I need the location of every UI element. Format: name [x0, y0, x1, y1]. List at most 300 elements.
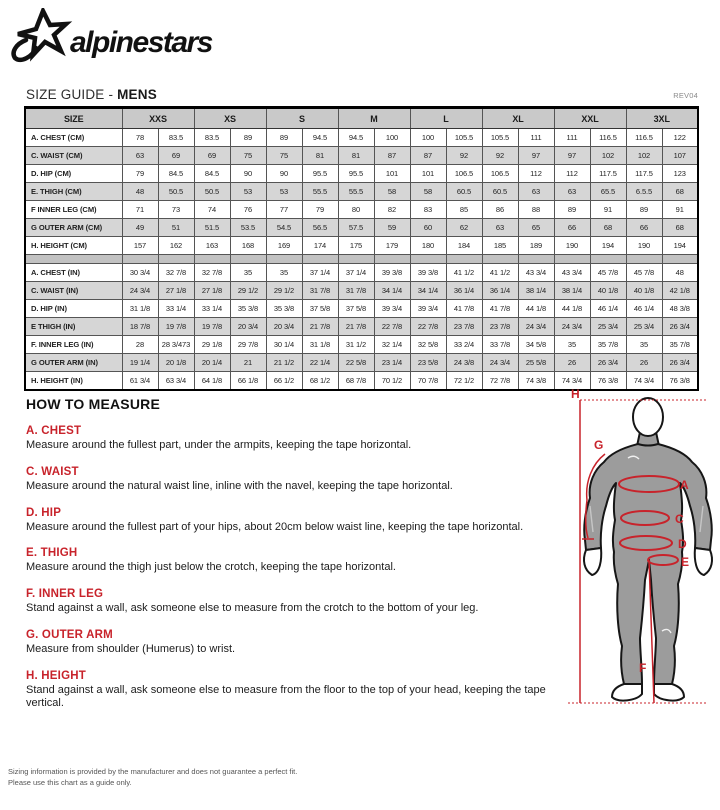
size-value-cell: 21 [230, 354, 266, 372]
size-value-cell: 116.5 [626, 129, 662, 147]
size-value-cell: 94.5 [338, 129, 374, 147]
table-row [25, 318, 698, 336]
table-row [25, 219, 698, 237]
size-value-cell: 21 1/2 [266, 354, 302, 372]
size-value-cell: 24 3/4 [482, 354, 518, 372]
size-value-cell: 39 3/8 [410, 264, 446, 282]
size-value-cell: 51.5 [194, 219, 230, 237]
size-value-cell: 46 1/4 [590, 300, 626, 318]
row-label: H. HEIGHT (IN) [25, 372, 122, 390]
measure-section-text: Stand against a wall, ask someone else to measure from the crotch to the bottom of your leg. [26, 602, 479, 614]
size-column-header-l: L [410, 108, 482, 129]
size-value-cell: 54.5 [266, 219, 302, 237]
measure-section-text: Measure around the fullest part of your hips, about 20cm below waist line, keeping the tape horizontal. [26, 520, 524, 533]
measure-section-text: Measure from shoulder (Humerus) to wrist. [26, 642, 236, 655]
table-row [25, 147, 698, 165]
size-value-cell: 95.5 [302, 165, 338, 183]
table-row [25, 183, 698, 201]
row-label: E. THIGH (CM) [25, 183, 122, 201]
size-value-cell: 116.5 [590, 129, 626, 147]
size-value-cell: 45 7/8 [590, 264, 626, 282]
size-value-cell: 72 1/2 [446, 372, 482, 390]
size-column-header-s: S [266, 108, 338, 129]
how-to-measure-title: HOW TO MEASURE [26, 396, 160, 412]
size-value-cell: 83 [410, 201, 446, 219]
size-value-cell: 26 3/4 [662, 318, 698, 336]
size-value-cell: 111 [518, 129, 554, 147]
size-value-cell: 90 [230, 165, 266, 183]
size-column-header-xl: XL [482, 108, 554, 129]
measure-section-heading: G. OUTER ARM [26, 628, 113, 641]
size-column-header-xxl: XXL [554, 108, 626, 129]
measure-section-heading: C. WAIST [26, 465, 79, 478]
size-value-cell: 122 [662, 129, 698, 147]
size-value-cell: 75 [230, 147, 266, 165]
size-value-cell: 22 5/8 [338, 354, 374, 372]
size-value-cell: 69 [194, 147, 230, 165]
size-value-cell: 55.5 [338, 183, 374, 201]
size-value-cell: 57.5 [338, 219, 374, 237]
size-value-cell: 36 1/4 [482, 282, 518, 300]
size-value-cell: 68 7/8 [338, 372, 374, 390]
size-value-cell: 81 [302, 147, 338, 165]
size-value-cell: 29 1/2 [230, 282, 266, 300]
size-value-cell: 68 1/2 [302, 372, 338, 390]
size-value-cell: 33 7/8 [482, 336, 518, 354]
size-value-cell: 76 [230, 201, 266, 219]
size-value-cell: 31 7/8 [338, 282, 374, 300]
size-value-cell: 39 3/4 [410, 300, 446, 318]
size-value-cell: 19 7/8 [158, 318, 194, 336]
size-value-cell: 101 [410, 165, 446, 183]
size-value-cell: 90 [266, 165, 302, 183]
size-value-cell: 35 [230, 264, 266, 282]
size-value-cell: 175 [338, 237, 374, 255]
brand-wordmark: alpinestars [70, 26, 212, 59]
size-value-cell: 31 1/8 [302, 336, 338, 354]
table-row [25, 237, 698, 255]
size-value-cell: 23 5/8 [410, 354, 446, 372]
size-value-cell: 84.5 [194, 165, 230, 183]
size-value-cell: 24 3/8 [446, 354, 482, 372]
size-value-cell: 42 1/8 [662, 282, 698, 300]
size-value-cell: 69 [158, 147, 194, 165]
size-value-cell: 79 [122, 165, 158, 183]
table-row [25, 372, 698, 390]
table-row [25, 300, 698, 318]
size-value-cell: 24 3/4 [518, 318, 554, 336]
size-value-cell: 37 5/8 [338, 300, 374, 318]
measure-section [26, 629, 558, 657]
size-value-cell: 48 3/8 [662, 300, 698, 318]
row-label: F INNER LEG (CM) [25, 201, 122, 219]
size-value-cell: 105.5 [482, 129, 518, 147]
size-value-cell: 66 [554, 219, 590, 237]
size-value-cell: 35 3/8 [230, 300, 266, 318]
size-value-cell: 24 3/4 [554, 318, 590, 336]
size-value-cell: 102 [590, 147, 626, 165]
size-value-cell: 26 [554, 354, 590, 372]
row-label: E THIGH (IN) [25, 318, 122, 336]
row-label: C. WAIST (CM) [25, 147, 122, 165]
figure-label-e: E [681, 555, 690, 569]
size-value-cell: 63 3/4 [158, 372, 194, 390]
size-value-cell: 85 [446, 201, 482, 219]
size-value-cell: 33 1/4 [158, 300, 194, 318]
size-value-cell: 168 [230, 237, 266, 255]
size-value-cell: 31 7/8 [302, 282, 338, 300]
size-value-cell: 35 3/8 [266, 300, 302, 318]
size-value-cell: 45 7/8 [626, 264, 662, 282]
size-value-cell: 71 [122, 201, 158, 219]
size-value-cell: 97 [518, 147, 554, 165]
row-label: D. HIP (IN) [25, 300, 122, 318]
measure-section [26, 507, 558, 535]
size-value-cell: 92 [482, 147, 518, 165]
row-label: A. CHEST (IN) [25, 264, 122, 282]
size-value-cell: 84.5 [158, 165, 194, 183]
size-value-cell: 19 1/4 [122, 354, 158, 372]
measure-section-text: Stand against a wall, ask someone else to measure from the floor to the top of your head, keeping the tape vertical. [26, 683, 546, 710]
size-value-cell: 29 1/2 [266, 282, 302, 300]
size-value-cell: 112 [518, 165, 554, 183]
size-value-cell: 32 5/8 [410, 336, 446, 354]
size-value-cell: 185 [482, 237, 518, 255]
size-value-cell: 25 3/4 [626, 318, 662, 336]
size-value-cell: 65.5 [590, 183, 626, 201]
size-value-cell: 38 1/4 [518, 282, 554, 300]
size-value-cell: 21 7/8 [338, 318, 374, 336]
size-value-cell: 41 7/8 [446, 300, 482, 318]
size-value-cell: 111 [554, 129, 590, 147]
table-row [25, 336, 698, 354]
size-value-cell: 49 [122, 219, 158, 237]
size-value-cell: 100 [410, 129, 446, 147]
size-value-cell: 35 [266, 264, 302, 282]
page-title: SIZE GUIDE - [26, 87, 118, 102]
size-value-cell: 35 [626, 336, 662, 354]
size-value-cell: 80 [338, 201, 374, 219]
how-to-measure [26, 396, 558, 711]
size-value-cell: 39 3/4 [374, 300, 410, 318]
size-column-header-xxs: XXS [122, 108, 194, 129]
size-value-cell: 20 3/4 [266, 318, 302, 336]
size-value-cell: 63 [122, 147, 158, 165]
size-value-cell: 63 [518, 183, 554, 201]
measure-section [26, 670, 558, 712]
size-value-cell: 20 1/8 [158, 354, 194, 372]
table-row [25, 282, 698, 300]
size-value-cell: 162 [158, 237, 194, 255]
measure-section-text: Measure around the thigh just below the crotch, keeping the tape horizontal. [26, 561, 396, 574]
size-value-cell: 40 1/8 [590, 282, 626, 300]
footer-line-1: Sizing information is provided by the manufacturer and does not guarantee a perfect fit. [8, 767, 298, 776]
size-value-cell: 50.5 [194, 183, 230, 201]
size-value-cell: 87 [410, 147, 446, 165]
size-value-cell: 70 1/2 [374, 372, 410, 390]
row-label: C. WAIST (IN) [25, 282, 122, 300]
size-value-cell: 26 3/4 [662, 354, 698, 372]
size-table [24, 106, 699, 391]
size-value-cell: 22 7/8 [410, 318, 446, 336]
size-value-cell: 106.5 [482, 165, 518, 183]
row-label: G OUTER ARM (CM) [25, 219, 122, 237]
size-value-cell: 184 [446, 237, 482, 255]
size-value-cell: 38 1/4 [554, 282, 590, 300]
size-value-cell: 88 [518, 201, 554, 219]
size-value-cell: 48 [662, 264, 698, 282]
size-value-cell: 68 [662, 183, 698, 201]
size-value-cell: 53 [266, 183, 302, 201]
size-value-cell: 83.5 [158, 129, 194, 147]
size-value-cell: 41 1/2 [446, 264, 482, 282]
size-value-cell: 55.5 [302, 183, 338, 201]
size-value-cell: 66 1/2 [266, 372, 302, 390]
size-value-cell: 62 [446, 219, 482, 237]
size-value-cell: 68 [662, 219, 698, 237]
size-value-cell: 157 [122, 237, 158, 255]
size-value-cell: 169 [266, 237, 302, 255]
row-label: H. HEIGHT (CM) [25, 237, 122, 255]
table-row [25, 129, 698, 147]
size-value-cell: 91 [662, 201, 698, 219]
size-column-header-3xl: 3XL [626, 108, 698, 129]
size-value-cell: 26 3/4 [590, 354, 626, 372]
size-value-cell: 65 [518, 219, 554, 237]
size-value-cell: 112 [554, 165, 590, 183]
size-value-cell: 36 1/4 [446, 282, 482, 300]
size-value-cell: 64 1/8 [194, 372, 230, 390]
size-value-cell: 51 [158, 219, 194, 237]
size-value-cell: 74 [194, 201, 230, 219]
measure-section [26, 466, 558, 494]
brand-logo [10, 8, 212, 64]
size-value-cell: 43 3/4 [518, 264, 554, 282]
figure-label-c: C [675, 512, 684, 526]
footer-disclaimer [8, 766, 297, 789]
size-value-cell: 33 2/4 [446, 336, 482, 354]
size-value-cell: 25 5/8 [518, 354, 554, 372]
size-value-cell: 179 [374, 237, 410, 255]
figure-label-f: F [639, 661, 647, 675]
how-to-measure-sections [26, 425, 558, 711]
size-value-cell: 34 1/4 [410, 282, 446, 300]
size-value-cell: 66 [626, 219, 662, 237]
size-value-cell: 87 [374, 147, 410, 165]
size-value-cell: 60 [410, 219, 446, 237]
footer-line-2: Please use this chart as a guide only. [8, 778, 132, 788]
size-value-cell: 100 [374, 129, 410, 147]
size-value-cell: 29 1/8 [194, 336, 230, 354]
size-value-cell: 34 1/4 [374, 282, 410, 300]
size-value-cell: 74 3/8 [518, 372, 554, 390]
measure-section [26, 547, 558, 575]
size-value-cell: 89 [554, 201, 590, 219]
size-value-cell: 74 3/4 [626, 372, 662, 390]
size-value-cell: 194 [590, 237, 626, 255]
measure-section-heading: F. INNER LEG [26, 588, 104, 600]
size-value-cell: 101 [374, 165, 410, 183]
size-value-cell: 32 1/4 [374, 336, 410, 354]
size-value-cell: 39 3/8 [374, 264, 410, 282]
size-value-cell: 78 [122, 129, 158, 147]
size-value-cell: 58 [374, 183, 410, 201]
size-value-cell: 23 7/8 [482, 318, 518, 336]
size-value-cell: 59 [374, 219, 410, 237]
size-value-cell: 28 [122, 336, 158, 354]
size-value-cell: 82 [374, 201, 410, 219]
size-value-cell: 117.5 [590, 165, 626, 183]
measure-section-text: Measure around the natural waist line, inline with the navel, keeping the tape horizontal. [26, 479, 453, 492]
size-value-cell: 46 1/4 [626, 300, 662, 318]
size-header-cell: SIZE [25, 108, 122, 129]
size-value-cell: 26 [626, 354, 662, 372]
size-value-cell: 35 7/8 [590, 336, 626, 354]
table-row [25, 201, 698, 219]
alpinestars-star-icon [10, 8, 76, 64]
row-label: F. INNER LEG (IN) [25, 336, 122, 354]
size-value-cell: 44 1/8 [554, 300, 590, 318]
size-value-cell: 23 1/4 [374, 354, 410, 372]
size-value-cell: 48 [122, 183, 158, 201]
size-value-cell: 58 [410, 183, 446, 201]
measure-section [26, 588, 558, 616]
size-value-cell: 41 7/8 [482, 300, 518, 318]
size-value-cell: 89 [266, 129, 302, 147]
measure-section-text: Measure around the fullest part, under the armpits, keeping the tape horizontal. [26, 439, 412, 451]
figure-label-d: D [678, 537, 687, 551]
size-value-cell: 174 [302, 237, 338, 255]
figure-label-h: H [571, 388, 580, 401]
size-value-cell: 20 1/4 [194, 354, 230, 372]
size-value-cell: 189 [518, 237, 554, 255]
row-label: A. CHEST (CM) [25, 129, 122, 147]
size-value-cell: 74 3/4 [554, 372, 590, 390]
size-value-cell: 32 7/8 [194, 264, 230, 282]
size-value-cell: 53.5 [230, 219, 266, 237]
page-title-gender: MENS [117, 87, 157, 102]
size-table-container [24, 106, 698, 391]
size-value-cell: 79 [302, 201, 338, 219]
size-value-cell: 163 [194, 237, 230, 255]
size-value-cell: 28 3/473 [158, 336, 194, 354]
size-value-cell: 77 [266, 201, 302, 219]
size-value-cell: 63 [554, 183, 590, 201]
size-value-cell: 27 1/8 [194, 282, 230, 300]
size-value-cell: 81 [338, 147, 374, 165]
size-column-header-xs: XS [194, 108, 266, 129]
size-value-cell: 66 1/8 [230, 372, 266, 390]
measure-section [26, 425, 558, 453]
table-row [25, 165, 698, 183]
row-label: D. HIP (CM) [25, 165, 122, 183]
size-value-cell: 68 [590, 219, 626, 237]
size-column-header-m: M [338, 108, 410, 129]
size-value-cell: 60.5 [446, 183, 482, 201]
size-value-cell: 30 1/4 [266, 336, 302, 354]
size-value-cell: 70 7/8 [410, 372, 446, 390]
size-value-cell: 73 [158, 201, 194, 219]
size-value-cell: 91 [590, 201, 626, 219]
size-value-cell: 50.5 [158, 183, 194, 201]
size-value-cell: 29 7/8 [230, 336, 266, 354]
figure-label-g: G [594, 438, 604, 452]
measure-section-heading: E. THIGH [26, 547, 78, 560]
size-value-cell: 43 3/4 [554, 264, 590, 282]
size-value-cell: 31 1/2 [338, 336, 374, 354]
size-value-cell: 6.5.5 [626, 183, 662, 201]
size-value-cell: 61 3/4 [122, 372, 158, 390]
size-value-cell: 20 3/4 [230, 318, 266, 336]
size-value-cell: 25 3/4 [590, 318, 626, 336]
size-value-cell: 24 3/4 [122, 282, 158, 300]
size-value-cell: 123 [662, 165, 698, 183]
size-value-cell: 194 [662, 237, 698, 255]
measure-section-heading: H. HEIGHT [26, 669, 86, 682]
size-value-cell: 75 [266, 147, 302, 165]
size-value-cell: 32 7/8 [158, 264, 194, 282]
size-value-cell: 180 [410, 237, 446, 255]
row-label: G OUTER ARM (IN) [25, 354, 122, 372]
size-value-cell: 22 1/4 [302, 354, 338, 372]
size-value-cell: 97 [554, 147, 590, 165]
size-value-cell: 117.5 [626, 165, 662, 183]
size-value-cell: 102 [626, 147, 662, 165]
measurement-figure [556, 388, 718, 750]
size-value-cell: 35 [554, 336, 590, 354]
size-value-cell: 86 [482, 201, 518, 219]
size-value-cell: 37 1/4 [302, 264, 338, 282]
table-row [25, 354, 698, 372]
size-value-cell: 31 1/8 [122, 300, 158, 318]
size-value-cell: 190 [554, 237, 590, 255]
size-value-cell: 27 1/8 [158, 282, 194, 300]
size-value-cell: 37 1/4 [338, 264, 374, 282]
size-value-cell: 190 [626, 237, 662, 255]
size-value-cell: 22 7/8 [374, 318, 410, 336]
measure-section-heading: A. CHEST [26, 425, 82, 437]
measure-section-heading: D. HIP [26, 506, 62, 519]
size-value-cell: 76 3/8 [590, 372, 626, 390]
revision-label: REV04 [673, 91, 698, 100]
size-value-cell: 60.5 [482, 183, 518, 201]
size-value-cell: 44 1/8 [518, 300, 554, 318]
figure-label-a: A [680, 478, 689, 492]
size-value-cell: 107 [662, 147, 698, 165]
size-value-cell: 106.5 [446, 165, 482, 183]
size-value-cell: 89 [230, 129, 266, 147]
size-value-cell: 21 7/8 [302, 318, 338, 336]
size-value-cell: 83.5 [194, 129, 230, 147]
size-value-cell: 23 7/8 [446, 318, 482, 336]
size-value-cell: 34 5/8 [518, 336, 554, 354]
size-value-cell: 41 1/2 [482, 264, 518, 282]
unit-separator-row [25, 255, 698, 264]
size-value-cell: 94.5 [302, 129, 338, 147]
table-row [25, 264, 698, 282]
size-value-cell: 40 1/8 [626, 282, 662, 300]
title-row [26, 87, 698, 102]
size-value-cell: 30 3/4 [122, 264, 158, 282]
size-value-cell: 35 7/8 [662, 336, 698, 354]
size-value-cell: 37 5/8 [302, 300, 338, 318]
size-value-cell: 33 1/4 [194, 300, 230, 318]
size-value-cell: 105.5 [446, 129, 482, 147]
size-value-cell: 76 3/8 [662, 372, 698, 390]
size-value-cell: 95.5 [338, 165, 374, 183]
size-value-cell: 56.5 [302, 219, 338, 237]
size-value-cell: 72 7/8 [482, 372, 518, 390]
